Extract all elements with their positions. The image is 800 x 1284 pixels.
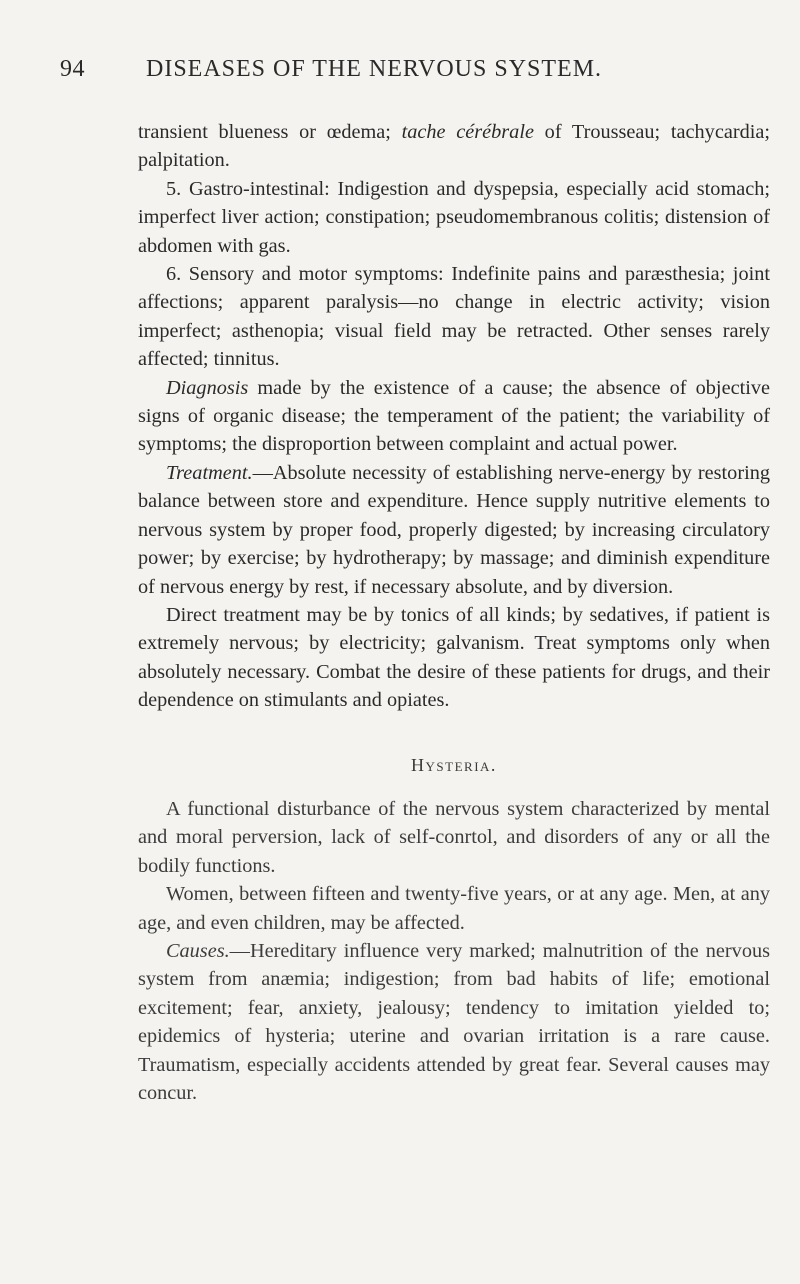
causes-text: —Hereditary influence very marked; malnutrition of the nervous system from anæmia; indigestion; from bad habits of life; emotional excitement; fear, anxiety, jealousy; tendency to imitation yielded to; epidemics of hysteria; uterine and ovarian irritation is a rare cause. Traumatism, especially accidents attended by great fear. Several causes may concur. bbox=[138, 939, 770, 1104]
treatment-text: —Absolute necessity of establishing nerve-energy by restoring balance between store and expenditure. Hence supply nutritive elements to nervous system by proper food, properly digested; by increasing circulatory power; by exercise; by hydrotherapy; by massage; and diminish expenditure of nervous energy by rest, if necessary absolute, and by diversion. bbox=[138, 461, 770, 598]
causes-label: Causes. bbox=[166, 939, 230, 962]
paragraph-treatment bbox=[138, 459, 770, 601]
running-head: DISEASES OF THE NERVOUS SYSTEM. bbox=[146, 56, 603, 82]
paragraph-causes bbox=[138, 937, 770, 1107]
continuation-text: transient blueness or œdema; bbox=[138, 121, 402, 143]
body-text bbox=[138, 118, 770, 1107]
paragraph-diagnosis bbox=[138, 374, 770, 459]
paragraph-hysteria-age: Women, between fifteen and twenty-five years, or at any age. Men, at any age, and even children, may be affected. bbox=[138, 883, 770, 934]
tache-cerebrale-term: tache cérébrale bbox=[401, 121, 534, 143]
continuation-text-end: of Trousseau; tachycardia; palpitation. bbox=[138, 121, 770, 172]
paragraph-hysteria-definition: A functional disturbance of the nervous system characterized by mental and moral perversion, lack of self-conrtol, and disorders of any or all the bodily functions. bbox=[138, 797, 770, 877]
paragraph-continuation bbox=[138, 118, 770, 175]
paragraph-direct-treatment: Direct treatment may be by tonics of all kinds; by sedatives, if patient is extremely nervous; by electricity; galvanism. Treat symptoms only when absolutely necessary. Combat the desire of these patients for drugs, and their dependence on stimulants and opiates. bbox=[138, 603, 770, 712]
paragraph-sensory-motor: 6. Sensory and motor symptoms: Indefinite pains and paræsthesia; joint affections; apparent paralysis—no change in electric activity; vision imperfect; asthenopia; visual field may be retracted. Other senses rarely affected; tinnitus. bbox=[138, 263, 770, 371]
page-header bbox=[60, 56, 780, 86]
paragraph-gastro-intestinal: 5. Gastro-intestinal: Indigestion and dyspepsia, especially acid stomach; imperfect liver action; constipation; pseudomembranous colitis; distension of abdomen with gas. bbox=[138, 177, 770, 257]
diagnosis-text: made by the existence of a cause; the absence of objective signs of organic disease; the temperament of the patient; the variability of symptoms; the disproportion between complaint and actual power. bbox=[138, 376, 770, 456]
diagnosis-label: Diagnosis bbox=[166, 376, 249, 399]
section-title-hysteria: Hysteria. bbox=[411, 754, 497, 775]
page-number: 94 bbox=[60, 56, 85, 82]
treatment-label: Treatment. bbox=[166, 461, 253, 484]
